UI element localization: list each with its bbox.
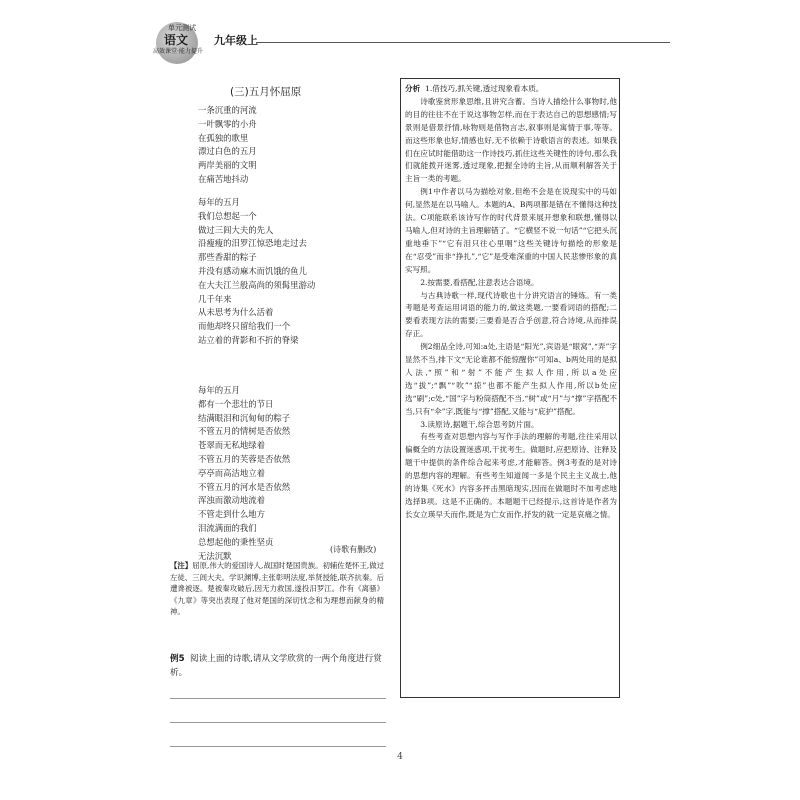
poem-line: 无法沉默 — [198, 550, 232, 561]
poem-line: 站立着的背影和不折的脊梁 — [198, 334, 299, 345]
grade-label: 九年级上 — [214, 34, 258, 47]
poem-line: 在孤独的歌里 — [198, 132, 249, 143]
poem-line: 不管五月的芙蓉是否依然 — [198, 453, 291, 464]
poem-line: 沿瘦瘦的汨罗江惊恐地走过去 — [198, 238, 307, 249]
header-rule — [256, 42, 670, 43]
poem-line: 我们总想起一个 — [198, 210, 257, 221]
page-number: 4 — [397, 752, 403, 762]
analysis-paragraph: 2.按需要,看搭配,注意表达合语境。 — [420, 277, 539, 287]
analysis-paragraph: 3.读原诗,据题干,综合思考防片面。 — [420, 419, 539, 429]
poem-line: 而他却终只留给我们一个 — [198, 321, 291, 332]
poem-line: 两岸美丽的文明 — [198, 160, 257, 171]
poem-line: 一叶飘零的小舟 — [198, 118, 257, 129]
analysis-content — [405, 83, 617, 522]
poem-line: 并没有感动麻木而饥饿的鱼儿 — [198, 265, 307, 276]
poem-line: 每年的五月 — [198, 385, 240, 395]
poem-line: 不管五月的情树是否依然 — [198, 426, 291, 437]
example-tag: 例5 — [170, 654, 185, 664]
analysis-tag: 分析 — [405, 84, 421, 93]
analysis-paragraph — [405, 83, 617, 96]
footnote-tag: 【注】 — [170, 561, 193, 570]
analysis-box — [400, 78, 620, 698]
poem-line: 漂过白色的五月 — [198, 146, 257, 157]
poem-stanza-1 — [198, 104, 257, 187]
series-logo — [150, 22, 206, 54]
answer-line[interactable] — [170, 698, 386, 699]
logo-small-text: 单元测试 — [168, 24, 196, 32]
logo-sub-text: 高效课堂·能力提升 — [153, 48, 203, 55]
analysis-text: 1.借技巧,抓关键,透过现象看本质。 — [425, 84, 544, 93]
answer-line[interactable] — [170, 746, 386, 747]
analysis-paragraph: 有些考查对思想内容与写作手法的理解的考题,往往采用以偏概全的方法设置迷惑项,干扰考生。做题时,应把原诗、注释及题干中提供的条件综合起来考虑,才能解答。例3考查的是对诗的思想内容的理解。有些考生知道闻一多是个民主主义战士,他的诗集《死水》内容多抨击黑暗现实,因而在做题时不加考虑地选择B项。这是不正确的。本题题干已经提示,这首诗是作者为长女立瑛早夭而作,既是为亡女而作,抒发的就一定是哀痛之情。 — [405, 432, 617, 519]
example-question — [170, 652, 386, 680]
poem-line: 几千年来 — [198, 293, 232, 304]
answer-line[interactable] — [170, 722, 386, 723]
analysis-paragraph: 与古典诗歌一样,现代诗歌也十分讲究语言的锤炼。有一类考题是考查运用词语的能力的,做这类题,一要看词语的搭配;二要看表现方法的需要;三要看是否合乎创意,符合诗境,从而排误存正。 — [405, 290, 617, 339]
logo-subject-text: 语文 — [164, 33, 189, 47]
poem-source-note: (诗歌有删改) — [330, 545, 377, 554]
footnote — [170, 560, 384, 618]
page-header — [150, 22, 670, 56]
poem-line: 总想起他的秉性坚贞 — [198, 536, 274, 547]
poem-line: 每年的五月 — [198, 197, 240, 207]
analysis-paragraph: 诗歌鉴赏形象思维,且讲究含蓄。当诗人描绘什么事物时,他的目的往往不在于说这事物怎样,而在于表达自己的思想感情;写景则是借景抒情,咏物则是借物言志,叙事则是寓情于事,等等。而这些形象也好,情感也好,无不依赖于诗歌语言的表述。如果我们在应试时能借助这一作诗技巧,抓住这些关键性的诗句,那么我们就能拨开迷雾,透过现象,把握全诗的主旨,从而顺利解答关于主旨一类的考题。 — [405, 96, 617, 184]
example-text: 阅读上面的诗歌,请从文学欣赏的一两个角度进行赏析。 — [170, 654, 382, 678]
poem-stanza-3 — [198, 384, 290, 563]
poem-line: 苍翠而无私地绿着 — [198, 440, 265, 451]
poem-title: (三)五月怀屈原 — [230, 86, 302, 98]
poem-line: 在痛苦地抖动 — [198, 173, 249, 184]
poem-line: 亭亭而高洁地立着 — [198, 467, 265, 478]
poem-line: 都有一个悲壮的节日 — [198, 398, 274, 409]
poem-line: 做过三闾大夫的先人 — [198, 224, 274, 235]
poem-line: 浑浊而激动地流着 — [198, 495, 265, 506]
poem-line: 泪流满面的我们 — [198, 522, 257, 533]
poem-line: 不管走到什么地方 — [198, 509, 265, 520]
analysis-paragraph: 例2细品全诗,可知:a处,主语是“阳光”,宾语是“眼窝”,“弄”字显然不当,排下文“无论谁都不能惊醒你”可知a、b两处用的是拟人法,“照”和“射”不能产生拟人作用,所以a处应选“拔”;“飘”“吹”“掠”也都不能产生拟人作用,所以b处应选“刷”;c处,“国”字与粉筒搭配不当,“树”或“月”与“撑”字搭配不当,只有“伞”字,既能与“撑”搭配,又能与“庇护”搭配。 — [405, 342, 617, 416]
poem-line: 在大夫江兰般高尚的须髯里游动 — [198, 279, 316, 290]
analysis-paragraph: 例1中作者以马为描绘对象,但绝不会是在说现实中的马如何,显然是在以马喻人。本题的A、B两项都是错在不懂得这种技法。C项能联系该诗写作的时代背景来展开想象和联想,懂得以马喻人,但对诗的主旨理解错了。“它横竖不说一句话”“它把头沉重地垂下”“它有泪只往心里咽”这些关键诗句描绘的形象是在“忍受”而非“挣扎”,“它”是受难深重的中国人民悲惨形象的真实写照。 — [405, 187, 617, 274]
poem-line: 一条沉重的河流 — [198, 105, 257, 115]
poem-stanza-2 — [198, 196, 315, 348]
footnote-text: 屈原,伟大的爱国诗人,战国时楚国贵族。初辅佐楚怀王,做过左徒、三闾大夫。学识渊博,主张彰明法度,举贤授能,联齐抗秦。后遭谗被逐。楚被秦攻破后,因无力救国,遂投汨罗江。作有《离骚》《九章》等突出表现了他对楚国的深切忧念和为理想而献身的精神。 — [170, 561, 385, 617]
poem-line: 不管五月的河水是否依然 — [198, 481, 291, 492]
poem-line: 那些香甜的粽子 — [198, 252, 257, 263]
poem-line: 从未思考为什么活着 — [198, 307, 274, 318]
poem-line: 结满眼泪和沉甸甸的粽子 — [198, 412, 291, 423]
